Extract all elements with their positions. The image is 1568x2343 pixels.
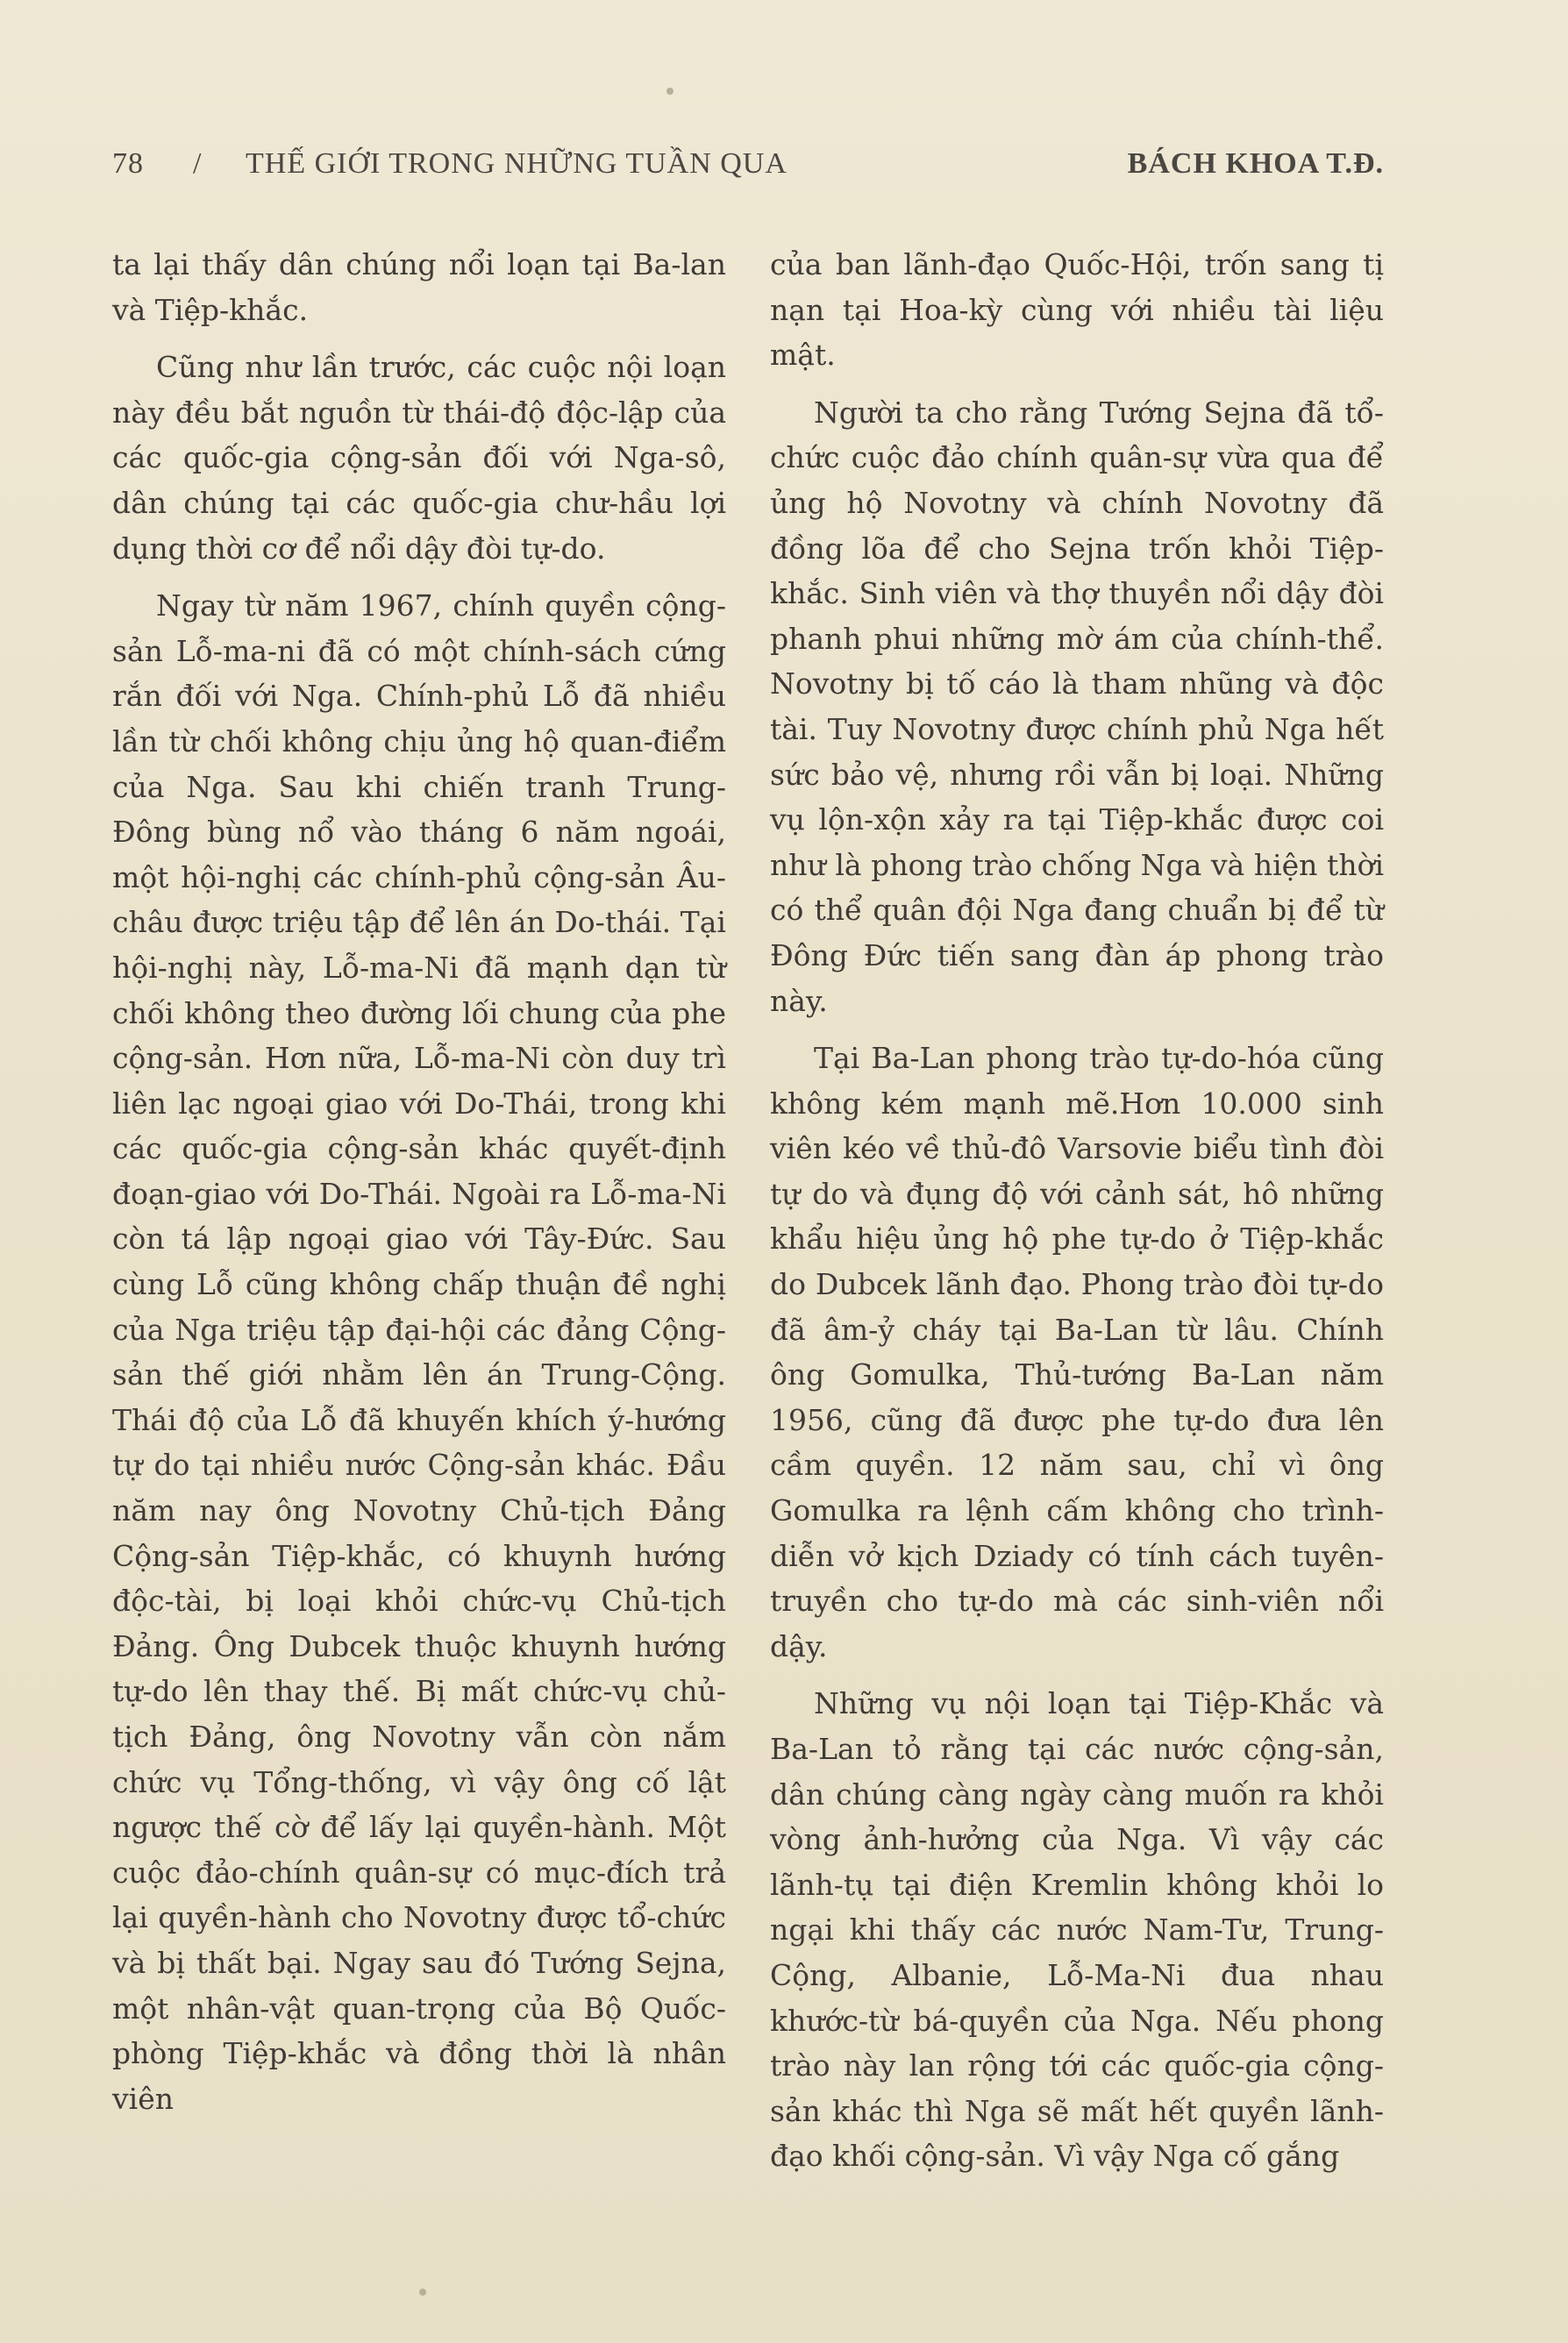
- paper-speck: [666, 88, 674, 95]
- paragraph: ta lại thấy dân chúng nổi loạn tại Ba-lan và Tiệp-khắc.: [112, 247, 726, 327]
- paragraph: của ban lãnh-đạo Quốc-Hội, trốn sang tị nạn tại Hoa-kỳ cùng với nhiều tài liệu mật.: [770, 247, 1384, 373]
- paragraph: Những vụ nội loạn tại Tiệp-Khắc và Ba-Lan tỏ rằng tại các nước cộng-sản, dân chúng càng ngày càng muốn ra khỏi vòng ảnh-hưởng của Nga. Vì vậy các lãnh-tụ tại điện Kremlin không khỏi lo ngại khi thấy các nước Nam-Tư, Trung-Cộng, Albanie, Lỗ-Ma-Ni đua nhau khước-từ bá-quyền của Nga. Nếu phong trào này lan rộng tới các quốc-gia cộng-sản khác thì Nga sẽ mất hết quyền lãnh-đạo khối cộng-sản. Vì vậy Nga cố gắng: [770, 1686, 1384, 2174]
- journal-name: BÁCH KHOA T.Đ.: [1127, 147, 1384, 180]
- header-separator: /: [193, 147, 203, 180]
- section-title: THẾ GIỚI TRONG NHỮNG TUẦN QUA: [246, 147, 788, 180]
- paragraph: Cũng như lần trước, các cuộc nội loạn này đều bắt nguồn từ thái-độ độc-lập của các quốc-gia cộng-sản đối với Nga-sô, dân chúng tại các quốc-gia chư-hầu lợi dụng thời cơ để nổi dậy đòi tự-do.: [112, 350, 726, 566]
- page-header: [112, 147, 1384, 200]
- paragraph: Ngay từ năm 1967, chính quyền cộng-sản Lỗ-ma-ni đã có một chính-sách cứng rắn đối với Nga. Chính-phủ Lỗ đã nhiều lần từ chối không chịu ủng hộ quan-điểm của Nga. Sau khi chiến tranh Trung-Đông bùng nổ vào tháng 6 năm ngoái, một hội-nghị các chính-phủ cộng-sản Âu-châu được triệu tập để lên án Do-thái. Tại hội-nghị này, Lỗ-ma-Ni đã mạnh dạn từ chối không theo đường lối chung của phe cộng-sản. Hơn nữa, Lỗ-ma-Ni còn duy trì liên lạc ngoại giao với Do-Thái, trong khi các quốc-gia cộng-sản khác quyết-định đoạn-giao với Do-Thái. Ngoài ra Lỗ-ma-Ni còn tá lập ngoại giao với Tây-Đức. Sau cùng Lỗ cũng không chấp thuận đề nghị của Nga triệu tập đại-hội các đảng Cộng-sản thế giới nhằm lên án Trung-Cộng. Thái độ của Lỗ đã khuyến khích ý-hướng tự do tại nhiều nước Cộng-sản khác. Đầu năm nay ông Novotny Chủ-tịch Đảng Cộng-sản Tiệp-khắc, có khuynh hướng độc-tài, bị loại khỏi chức-vụ Chủ-tịch Đảng. Ông Dubcek thuộc khuynh hướng tự-do lên thay thế. Bị mất chức-vụ chủ-tịch Đảng, ông Novotny vẫn còn nắm chức vụ Tổng-thống, vì vậy ông cố lật ngược thế cờ để lấy lại quyền-hành. Một cuộc đảo-chính quân-sự có mục-đích trả lại quyền-hành cho Novotny được tổ-chức và bị thất bại. Ngay sau đó Tướng Sejna, một nhân-vật quan-trọng của Bộ Quốc-phòng Tiệp-khắc và đồng thời là nhân viên: [112, 588, 726, 2116]
- paper-speck: [419, 2289, 426, 2296]
- paragraph: Người ta cho rằng Tướng Sejna đã tổ-chức cuộc đảo chính quân-sự vừa qua để ủng hộ Novotny và chính Novotny đã đồng lõa để cho Sejna trốn khỏi Tiệp-khắc. Sinh viên và thợ thuyền nổi dậy đòi phanh phui những mờ ám của chính-thể. Novotny bị tố cáo là tham nhũng và độc tài. Tuy Novotny được chính phủ Nga hết sức bảo vệ, nhưng rồi vẫn bị loại. Những vụ lộn-xộn xảy ra tại Tiệp-khắc được coi như là phong trào chống Nga và hiện thời có thể quân đội Nga đang chuẩn bị để từ Đông Đức tiến sang đàn áp phong trào này.: [770, 395, 1384, 1018]
- page-number: 78: [112, 147, 144, 180]
- left-column: [112, 242, 726, 2133]
- right-column: [770, 242, 1384, 2191]
- paragraph: Tại Ba-Lan phong trào tự-do-hóa cũng không kém mạnh mẽ.Hơn 10.000 sinh viên kéo về thủ-đô Varsovie biểu tình đòi tự do và đụng độ với cảnh sát, hô những khẩu hiệu ủng hộ phe tự-do ở Tiệp-khắc do Dubcek lãnh đạo. Phong trào đòi tự-do đã âm-ỷ cháy tại Ba-Lan từ lâu. Chính ông Gomulka, Thủ-tướng Ba-Lan năm 1956, cũng đã được phe tự-do đưa lên cầm quyền. 12 năm sau, chỉ vì ông Gomulka ra lệnh cấm không cho trình-diễn vở kịch Dziady có tính cách tuyên-truyền cho tự-do mà các sinh-viên nổi dậy.: [770, 1041, 1384, 1663]
